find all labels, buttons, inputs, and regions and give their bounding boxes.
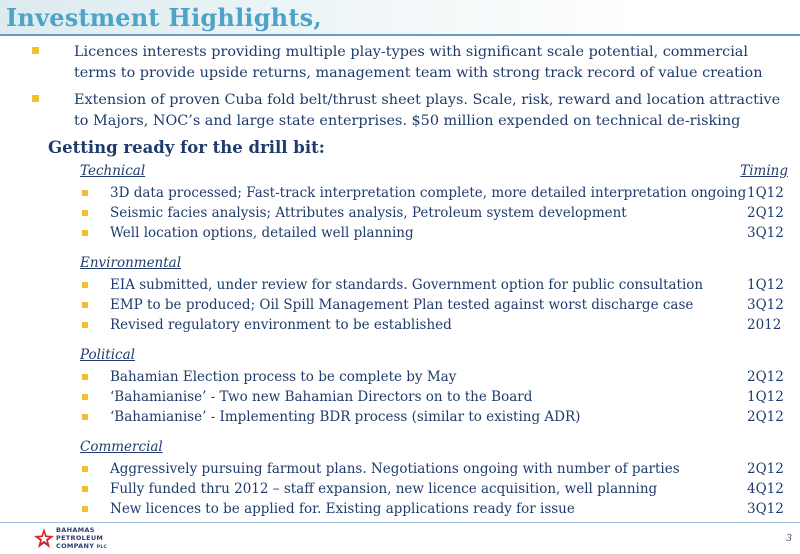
bullet-icon xyxy=(82,230,88,236)
list-item xyxy=(80,203,792,223)
bullet-icon xyxy=(82,374,88,380)
logo-line-1: BAHAMAS xyxy=(56,526,95,534)
item-text: EMP to be produced; Oil Spill Management Plan tested against worst discharge case xyxy=(110,297,694,313)
section-commercial xyxy=(80,439,792,519)
logo-suffix: PLC xyxy=(96,545,108,550)
bullet-icon xyxy=(82,190,88,196)
timing-header: Timing xyxy=(740,163,788,179)
list-item xyxy=(80,295,792,315)
section-header xyxy=(80,255,792,275)
item-text: 3D data processed; Fast-track interpretation complete, more detailed interpretation ongoing xyxy=(110,185,747,201)
intro-bullets xyxy=(32,42,792,138)
list-item xyxy=(80,183,792,203)
section-environmental xyxy=(80,255,792,335)
item-text: Well location options, detailed well planning xyxy=(110,225,414,241)
bullet-icon xyxy=(82,302,88,308)
footer-divider xyxy=(0,522,800,523)
subheading: Getting ready for the drill bit: xyxy=(48,138,325,157)
intro-bullet-1-line1: Licences interests providing multiple play-types with significant scale potential, commercial xyxy=(74,44,748,60)
item-timing: 2Q12 xyxy=(747,205,784,221)
bullet-icon xyxy=(32,47,39,54)
list-item xyxy=(80,407,792,427)
intro-bullet-2-line1: Extension of proven Cuba fold belt/thrust sheet plays. Scale, risk, reward and location attractive xyxy=(74,92,781,108)
item-text: New licences to be applied for. Existing applications ready for issue xyxy=(110,501,575,517)
item-timing: 1Q12 xyxy=(747,185,784,201)
slide-title: Investment Highlights, xyxy=(6,3,322,32)
list-item xyxy=(80,275,792,295)
bullet-icon xyxy=(82,322,88,328)
item-timing: 2Q12 xyxy=(747,409,784,425)
item-timing: 2Q12 xyxy=(747,369,784,385)
logo-line-3 xyxy=(56,542,107,552)
bullet-icon xyxy=(82,282,88,288)
intro-bullet-2-line2: to Majors, NOC’s and large state enterprises. $50 million expended on technical de-risking xyxy=(74,113,741,129)
page-number: 3 xyxy=(786,534,792,544)
list-item xyxy=(80,387,792,407)
bullet-icon xyxy=(82,210,88,216)
section-label: Technical xyxy=(80,163,146,179)
item-text: ‘Bahamianise’ - Implementing BDR process (similar to existing ADR) xyxy=(110,409,581,425)
item-timing: 3Q12 xyxy=(747,225,784,241)
intro-bullet-1-line2: terms to provide upside returns, management team with strong track record of value creation xyxy=(74,65,763,81)
item-timing: 3Q12 xyxy=(747,297,784,313)
bullet-icon xyxy=(82,466,88,472)
item-text: EIA submitted, under review for standards. Government option for public consultation xyxy=(110,277,704,293)
item-text: Bahamian Election process to be complete by May xyxy=(110,369,457,385)
section-label: Environmental xyxy=(80,255,182,271)
bullet-icon xyxy=(82,394,88,400)
section-label: Political xyxy=(80,347,135,363)
title-bar xyxy=(0,0,800,36)
section-header xyxy=(80,439,792,459)
bullet-icon xyxy=(32,95,39,102)
bullet-icon xyxy=(82,506,88,512)
item-timing: 2Q12 xyxy=(747,461,784,477)
list-item xyxy=(80,367,792,387)
item-text: Revised regulatory environment to be established xyxy=(110,317,452,333)
company-logo xyxy=(34,526,144,552)
logo-line-2: PETROLEUM xyxy=(56,534,104,542)
red-star-logo-icon xyxy=(34,528,54,550)
item-timing: 4Q12 xyxy=(747,481,784,497)
item-timing: 1Q12 xyxy=(747,389,784,405)
list-item xyxy=(80,315,792,335)
section-header xyxy=(80,347,792,367)
list-item xyxy=(80,459,792,479)
item-text: Aggressively pursuing farmout plans. Negotiations ongoing with number of parties xyxy=(110,461,680,477)
section-technical xyxy=(80,163,792,243)
intro-bullet-2 xyxy=(32,90,792,132)
item-text: Fully funded thru 2012 – staff expansion, new licence acquisition, well planning xyxy=(110,481,658,497)
section-label: Commercial xyxy=(80,439,163,455)
list-item xyxy=(80,223,792,243)
bullet-icon xyxy=(82,414,88,420)
logo-text xyxy=(56,526,107,552)
logo-line-3-text: COMPANY xyxy=(56,542,95,550)
item-text: ‘Bahamianise’ - Two new Bahamian Directors on to the Board xyxy=(110,389,533,405)
section-header xyxy=(80,163,792,183)
bullet-icon xyxy=(82,486,88,492)
list-item xyxy=(80,479,792,499)
section-political xyxy=(80,347,792,427)
item-timing: 1Q12 xyxy=(747,277,784,293)
list-item xyxy=(80,499,792,519)
intro-bullet-1 xyxy=(32,42,792,84)
item-timing: 2012 xyxy=(747,317,782,333)
item-text: Seismic facies analysis; Attributes analysis, Petroleum system development xyxy=(110,205,627,221)
item-timing: 3Q12 xyxy=(747,501,784,517)
